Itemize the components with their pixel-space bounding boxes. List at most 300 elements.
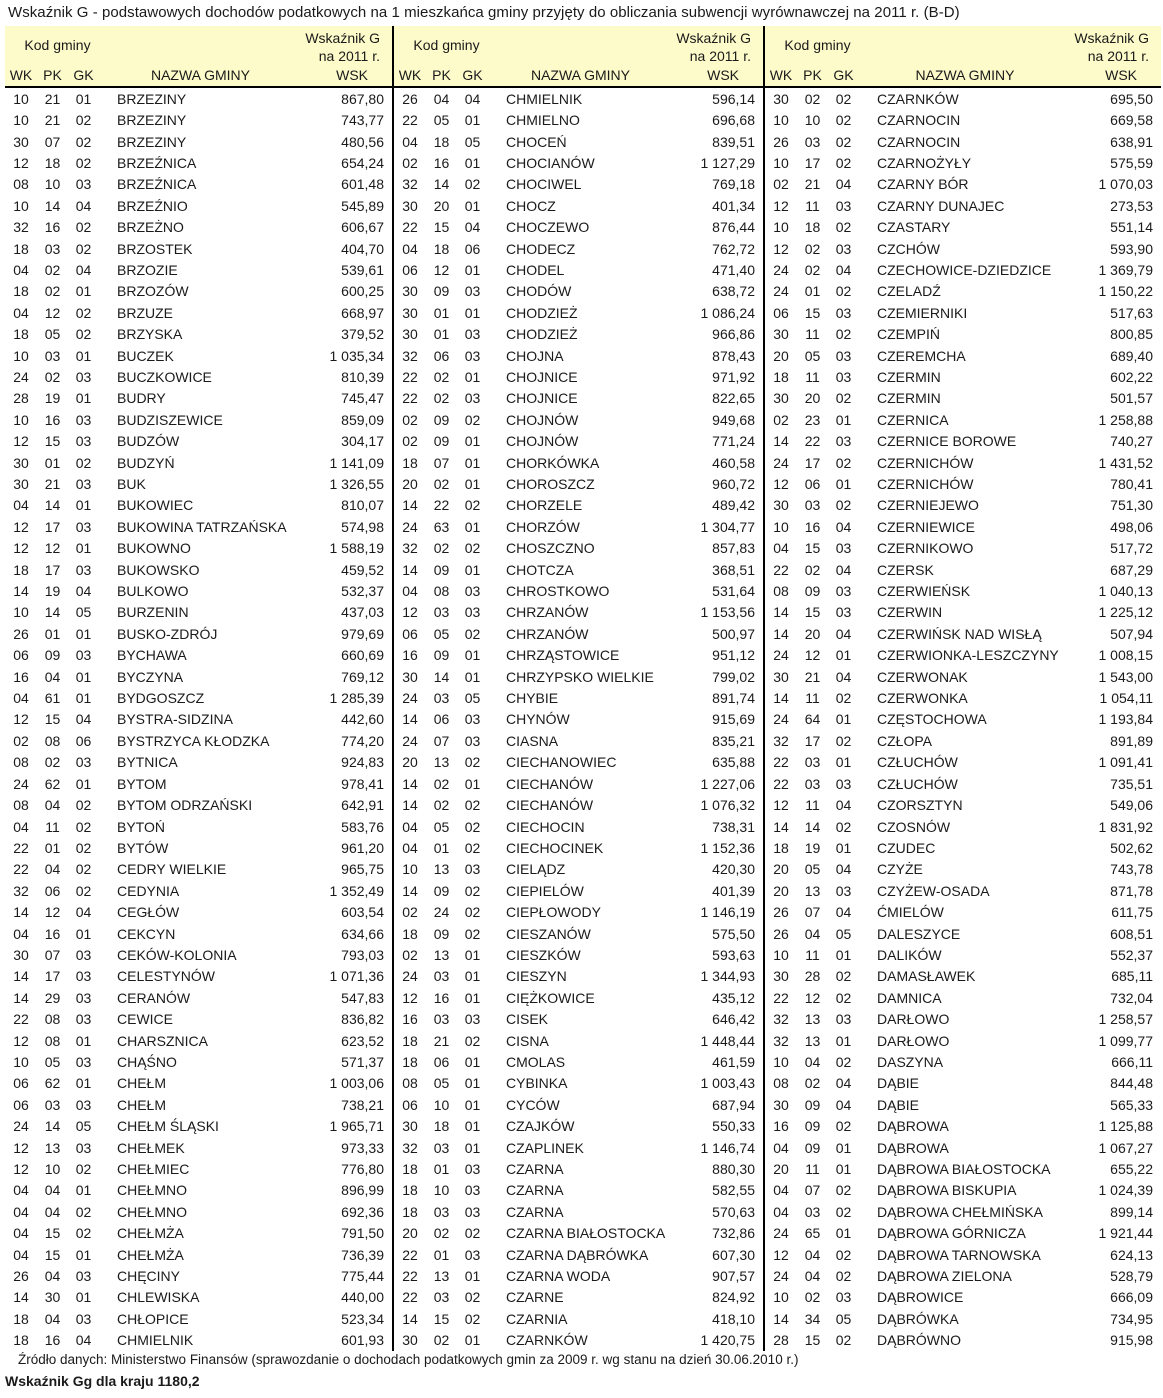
cell-wk: 18 [402, 1182, 418, 1199]
cell-wk: 12 [773, 240, 789, 257]
cell-wk: 04 [13, 1225, 29, 1242]
cell-wk: 18 [402, 1032, 418, 1049]
table-row [5, 88, 392, 109]
cell-pk: 12 [44, 540, 61, 557]
cell-pk: 05 [44, 326, 61, 343]
cell-wsk: 960,72 [712, 476, 755, 493]
table-row [765, 409, 1161, 430]
cell-pk: 21 [44, 90, 61, 107]
cell-gk: 01 [835, 476, 852, 493]
header-wsk: WSK [707, 67, 739, 83]
cell-nazwa-gminy: CZEREMCHA [877, 347, 966, 364]
cell-nazwa-gminy: BUDZISZEWICE [117, 411, 223, 428]
table-row [394, 195, 763, 216]
cell-pk: 15 [804, 304, 821, 321]
cell-wsk: 907,57 [712, 1268, 755, 1285]
cell-nazwa-gminy: BRZEZINY [117, 112, 187, 129]
cell-wsk: 736,39 [341, 1246, 384, 1263]
table-row [765, 1265, 1161, 1286]
table-row [394, 259, 763, 280]
header-kod-gminy: Kod gminy [413, 37, 480, 53]
table-row [5, 473, 392, 494]
table-row [765, 752, 1161, 773]
cell-wsk: 1 071,36 [329, 968, 384, 985]
cell-nazwa-gminy: CIECHOCIN [506, 818, 585, 835]
table-row [394, 88, 763, 109]
cell-pk: 04 [44, 1268, 61, 1285]
cell-pk: 11 [805, 368, 820, 385]
cell-gk: 01 [464, 304, 481, 321]
cell-pk: 03 [804, 754, 821, 771]
cell-nazwa-gminy: CZŁUCHÓW [877, 754, 958, 771]
cell-pk: 03 [433, 1139, 450, 1156]
cell-nazwa-gminy: BUSKO-ZDRÓJ [117, 625, 218, 642]
cell-nazwa-gminy: CHODZIEŻ [506, 326, 578, 343]
cell-gk: 02 [835, 818, 852, 835]
cell-wsk: 810,39 [341, 368, 384, 385]
table-row [5, 345, 392, 366]
table-row [394, 923, 763, 944]
cell-nazwa-gminy: BUKOWNO [117, 540, 191, 557]
cell-wsk: 949,68 [712, 411, 755, 428]
cell-pk: 03 [804, 133, 821, 150]
cell-pk: 21 [804, 668, 821, 685]
cell-gk: 03 [835, 604, 852, 621]
cell-nazwa-gminy: CZAPLINEK [506, 1139, 584, 1156]
cell-gk: 03 [835, 197, 852, 214]
cell-wk: 06 [402, 1096, 418, 1113]
cell-wsk: 1 146,74 [700, 1139, 755, 1156]
cell-wk: 04 [13, 925, 29, 942]
cell-nazwa-gminy: CIASNA [506, 732, 559, 749]
cell-wk: 02 [402, 154, 418, 171]
cell-pk: 14 [44, 197, 61, 214]
cell-gk: 01 [464, 775, 481, 792]
cell-gk: 02 [75, 1161, 92, 1178]
table-row [765, 1094, 1161, 1115]
cell-gk: 01 [75, 1182, 92, 1199]
cell-gk: 03 [835, 583, 852, 600]
cell-gk: 03 [75, 411, 92, 428]
cell-wsk: 951,12 [712, 647, 755, 664]
cell-gk: 03 [835, 347, 852, 364]
cell-wk: 14 [773, 625, 789, 642]
table-row [765, 966, 1161, 987]
cell-gk: 03 [464, 1246, 481, 1263]
cell-wk: 22 [13, 861, 29, 878]
table-row [5, 966, 392, 987]
cell-wk: 04 [773, 1139, 789, 1156]
cell-nazwa-gminy: CHRZYPSKO WIELKIE [506, 668, 654, 685]
cell-gk: 01 [75, 497, 92, 514]
header-wskaznik-line2: na 2011 r. [318, 48, 380, 64]
cell-gk: 01 [835, 754, 852, 771]
cell-pk: 64 [804, 711, 821, 728]
cell-wk: 14 [402, 497, 418, 514]
cell-gk: 03 [75, 1053, 92, 1070]
cell-nazwa-gminy: CELESTYNÓW [117, 968, 216, 985]
cell-nazwa-gminy: BUK [117, 476, 146, 493]
cell-wk: 08 [13, 797, 29, 814]
cell-pk: 05 [433, 818, 450, 835]
cell-gk: 02 [464, 754, 481, 771]
cell-wk: 24 [402, 690, 418, 707]
cell-wk: 10 [773, 219, 789, 236]
cell-wk: 32 [13, 882, 29, 899]
cell-pk: 13 [44, 1139, 61, 1156]
table-row [765, 580, 1161, 601]
cell-gk: 01 [835, 839, 852, 856]
cell-gk: 06 [464, 240, 481, 257]
cell-pk: 06 [804, 476, 821, 493]
cell-gk: 05 [75, 1118, 92, 1135]
table-row [394, 473, 763, 494]
cell-gk: 01 [464, 197, 481, 214]
cell-pk: 16 [44, 925, 61, 942]
cell-nazwa-gminy: CMOLAS [506, 1053, 566, 1070]
cell-wk: 22 [402, 390, 418, 407]
cell-nazwa-gminy: DAMASŁAWEK [877, 968, 976, 985]
cell-wk: 12 [402, 989, 418, 1006]
cell-pk: 02 [44, 368, 61, 385]
table-header [394, 26, 763, 88]
cell-gk: 01 [75, 347, 92, 364]
cell-gk: 02 [835, 989, 852, 1006]
cell-wk: 10 [773, 946, 789, 963]
table-row [394, 901, 763, 922]
cell-nazwa-gminy: DALIKÓW [877, 946, 942, 963]
cell-nazwa-gminy: CIELĄDZ [506, 861, 566, 878]
cell-gk: 01 [464, 154, 481, 171]
cell-wsk: 596,14 [712, 90, 755, 107]
cell-wsk: 740,27 [1110, 433, 1153, 450]
cell-pk: 13 [804, 1011, 821, 1028]
cell-wsk: 593,63 [712, 946, 755, 963]
cell-nazwa-gminy: BRZEŹNICA [117, 176, 197, 193]
table-row [765, 1287, 1161, 1308]
cell-nazwa-gminy: DĄBROWA TARNOWSKA [877, 1246, 1041, 1263]
table-row [5, 109, 392, 130]
cell-wsk: 668,97 [341, 304, 384, 321]
cell-gk: 04 [835, 668, 852, 685]
cell-pk: 10 [44, 1161, 61, 1178]
header-pk: PK [432, 67, 451, 83]
cell-wsk: 273,53 [1110, 197, 1153, 214]
cell-wk: 10 [13, 604, 29, 621]
national-indicator: Wskaźnik Gg dla kraju 1180,2 [5, 1373, 200, 1389]
cell-wk: 20 [773, 1161, 789, 1178]
cell-nazwa-gminy: CHRZANÓW [506, 604, 589, 621]
cell-nazwa-gminy: CZARNKÓW [506, 1332, 588, 1349]
cell-nazwa-gminy: CZASTARY [877, 219, 951, 236]
cell-wk: 30 [773, 497, 789, 514]
cell-nazwa-gminy: DĄBRÓWNO [877, 1332, 961, 1349]
table-row [765, 1223, 1161, 1244]
cell-wsk: 655,22 [1110, 1161, 1153, 1178]
cell-wk: 22 [773, 775, 789, 792]
table-row [765, 880, 1161, 901]
cell-wk: 16 [402, 647, 418, 664]
table-row [5, 794, 392, 815]
table-row [5, 1223, 392, 1244]
cell-nazwa-gminy: CHMIELNIK [117, 1332, 194, 1349]
cell-pk: 03 [804, 775, 821, 792]
cell-wsk: 1 965,71 [329, 1118, 384, 1135]
cell-wsk: 623,52 [341, 1032, 384, 1049]
header-wk: WK [769, 67, 793, 83]
table-row [394, 152, 763, 173]
cell-gk: 01 [75, 1246, 92, 1263]
cell-pk: 22 [804, 433, 821, 450]
table-row [5, 152, 392, 173]
cell-pk: 04 [44, 797, 61, 814]
cell-nazwa-gminy: CHORZÓW [506, 518, 580, 535]
cell-gk: 02 [835, 1203, 852, 1220]
cell-wk: 30 [402, 1332, 418, 1349]
cell-wsk: 687,94 [712, 1096, 755, 1113]
cell-pk: 02 [804, 1075, 821, 1092]
cell-wsk: 646,42 [712, 1011, 755, 1028]
cell-nazwa-gminy: CHRZANÓW [506, 625, 589, 642]
cell-pk: 02 [433, 797, 450, 814]
cell-wsk: 401,34 [712, 197, 755, 214]
cell-wk: 06 [13, 1096, 29, 1113]
cell-pk: 01 [44, 839, 61, 856]
cell-wsk: 780,41 [1110, 476, 1153, 493]
header-wk: WK [9, 67, 33, 83]
cell-gk: 03 [75, 754, 92, 771]
cell-wk: 22 [773, 989, 789, 1006]
cell-nazwa-gminy: CHOCZEWO [506, 219, 590, 236]
cell-pk: 08 [433, 583, 450, 600]
cell-wk: 18 [402, 925, 418, 942]
table-row [5, 752, 392, 773]
cell-nazwa-gminy: CZUDEC [877, 839, 936, 856]
cell-wsk: 1 448,44 [700, 1032, 755, 1049]
cell-nazwa-gminy: BUDZÓW [117, 433, 180, 450]
cell-gk: 01 [835, 1032, 852, 1049]
table-row [5, 645, 392, 666]
cell-wsk: 401,39 [712, 882, 755, 899]
table-row [765, 987, 1161, 1008]
cell-nazwa-gminy: CEDRY WIELKIE [117, 861, 227, 878]
cell-nazwa-gminy: CZERSK [877, 561, 934, 578]
cell-pk: 13 [433, 1268, 450, 1285]
table-row [765, 816, 1161, 837]
cell-wk: 22 [402, 368, 418, 385]
cell-wk: 18 [402, 1053, 418, 1070]
cell-nazwa-gminy: BUCZEK [117, 347, 174, 364]
cell-nazwa-gminy: CEDYNIA [117, 882, 180, 899]
cell-nazwa-gminy: CEGŁÓW [117, 904, 180, 921]
cell-nazwa-gminy: CHOCZ [506, 197, 556, 214]
cell-nazwa-gminy: BURZENIN [117, 604, 189, 621]
cell-gk: 02 [464, 411, 481, 428]
table-row [394, 302, 763, 323]
cell-wsk: 502,62 [1110, 839, 1153, 856]
cell-wsk: 867,80 [341, 90, 384, 107]
cell-gk: 03 [464, 1182, 481, 1199]
cell-nazwa-gminy: BRZUZE [117, 304, 173, 321]
cell-wsk: 692,36 [341, 1203, 384, 1220]
cell-wk: 04 [13, 690, 29, 707]
cell-pk: 15 [433, 219, 450, 236]
cell-pk: 01 [433, 326, 450, 343]
table-row [5, 602, 392, 623]
cell-wk: 24 [402, 518, 418, 535]
cell-pk: 19 [44, 390, 61, 407]
table-row [394, 1073, 763, 1094]
table-row [394, 323, 763, 344]
table-row [765, 1308, 1161, 1329]
cell-pk: 23 [804, 411, 821, 428]
table-row [5, 1244, 392, 1265]
table-row [5, 623, 392, 644]
cell-wsk: 839,51 [712, 133, 755, 150]
cell-nazwa-gminy: DĄBROWA [877, 1139, 949, 1156]
header-wskaznik-line1: Wskaźnik G [676, 30, 751, 46]
cell-wsk: 810,07 [341, 497, 384, 514]
cell-gk: 04 [835, 861, 852, 878]
cell-wsk: 979,69 [341, 625, 384, 642]
cell-pk: 20 [433, 197, 450, 214]
cell-nazwa-gminy: DĄBROWA ZIELONA [877, 1268, 1012, 1285]
table-row [5, 559, 392, 580]
cell-pk: 01 [804, 283, 821, 300]
cell-wsk: 460,58 [712, 454, 755, 471]
cell-pk: 21 [44, 112, 61, 129]
cell-pk: 19 [44, 583, 61, 600]
cell-nazwa-gminy: CZERNIEJEWO [877, 497, 979, 514]
cell-nazwa-gminy: DĄBROWICE [877, 1289, 964, 1306]
cell-wsk: 965,75 [341, 861, 384, 878]
table-row [394, 687, 763, 708]
table-rows [765, 88, 1161, 1351]
table-row [765, 131, 1161, 152]
cell-wk: 30 [13, 476, 29, 493]
cell-nazwa-gminy: DĄBIE [877, 1096, 920, 1113]
cell-gk: 03 [835, 882, 852, 899]
cell-gk: 04 [75, 711, 92, 728]
cell-wk: 12 [13, 1161, 29, 1178]
cell-gk: 01 [75, 283, 92, 300]
table-row [5, 323, 392, 344]
cell-gk: 01 [75, 690, 92, 707]
cell-wk: 04 [13, 261, 29, 278]
cell-wsk: 971,92 [712, 368, 755, 385]
header-kod-gminy: Kod gminy [24, 37, 91, 53]
cell-pk: 09 [433, 882, 450, 899]
tables-container [5, 26, 1161, 1351]
cell-wk: 12 [13, 1032, 29, 1049]
cell-nazwa-gminy: CHEŁMŻA [117, 1225, 184, 1242]
cell-pk: 16 [433, 154, 450, 171]
page-title: Wskaźnik G - podstawowych dochodów podatkowych na 1 mieszkańca gminy przyjęty do obliczania subwencji wyrównawczej na 2011 r. (B-D) [8, 4, 960, 21]
cell-nazwa-gminy: CZERWIONKA-LESZCZYNY [877, 647, 1059, 664]
cell-wk: 04 [773, 1182, 789, 1199]
cell-nazwa-gminy: CZORSZTYN [877, 797, 963, 814]
cell-gk: 01 [75, 775, 92, 792]
cell-pk: 03 [804, 497, 821, 514]
cell-gk: 01 [75, 540, 92, 557]
cell-wsk: 738,21 [341, 1096, 384, 1113]
table-row [394, 730, 763, 751]
cell-gk: 01 [464, 454, 481, 471]
cell-wsk: 528,79 [1110, 1268, 1153, 1285]
cell-wk: 20 [402, 754, 418, 771]
cell-gk: 02 [464, 1289, 481, 1306]
cell-pk: 07 [44, 133, 61, 150]
cell-pk: 05 [804, 347, 821, 364]
cell-gk: 03 [835, 368, 852, 385]
cell-gk: 03 [835, 775, 852, 792]
cell-wsk: 442,60 [341, 711, 384, 728]
cell-wk: 10 [773, 154, 789, 171]
cell-gk: 01 [75, 1289, 92, 1306]
cell-gk: 03 [464, 347, 481, 364]
cell-pk: 02 [433, 775, 450, 792]
table-row [394, 580, 763, 601]
cell-nazwa-gminy: CIECHANOWIEC [506, 754, 617, 771]
cell-nazwa-gminy: CZERWIEŃSK [877, 583, 971, 600]
cell-wsk: 915,69 [712, 711, 755, 728]
table-row [394, 1244, 763, 1265]
table-row [394, 131, 763, 152]
cell-wk: 30 [13, 946, 29, 963]
cell-nazwa-gminy: CIEPIELÓW [506, 882, 584, 899]
cell-nazwa-gminy: DAMNICA [877, 989, 942, 1006]
cell-gk: 02 [835, 1268, 852, 1285]
cell-gk: 03 [835, 304, 852, 321]
table-row [5, 1116, 392, 1137]
cell-wk: 18 [13, 326, 29, 343]
table-row [394, 559, 763, 580]
cell-wk: 02 [13, 732, 29, 749]
cell-wk: 32 [402, 1139, 418, 1156]
cell-wsk: 1 225,12 [1098, 604, 1153, 621]
cell-pk: 17 [44, 518, 61, 535]
cell-wsk: 1 258,88 [1098, 411, 1153, 428]
cell-wsk: 531,64 [712, 583, 755, 600]
cell-nazwa-gminy: DĄBROWA BISKUPIA [877, 1182, 1017, 1199]
cell-pk: 15 [44, 711, 61, 728]
cell-nazwa-gminy: BUDZYŃ [117, 454, 175, 471]
cell-wk: 24 [773, 647, 789, 664]
cell-wk: 24 [773, 283, 789, 300]
cell-gk: 03 [835, 1289, 852, 1306]
cell-wsk: 1 150,22 [1098, 283, 1153, 300]
cell-pk: 02 [804, 90, 821, 107]
cell-pk: 04 [804, 925, 821, 942]
cell-wsk: 635,88 [712, 754, 755, 771]
table-row [394, 1223, 763, 1244]
table-row [765, 345, 1161, 366]
cell-wsk: 1 344,93 [700, 968, 755, 985]
cell-nazwa-gminy: CHODECZ [506, 240, 576, 257]
cell-nazwa-gminy: CZOSNÓW [877, 818, 951, 835]
cell-wk: 14 [773, 604, 789, 621]
cell-pk: 10 [44, 176, 61, 193]
cell-wsk: 539,61 [341, 261, 384, 278]
table-row [394, 216, 763, 237]
cell-wsk: 1 326,55 [329, 476, 384, 493]
table-row [5, 516, 392, 537]
cell-wk: 20 [402, 1225, 418, 1242]
table-row [5, 1073, 392, 1094]
cell-nazwa-gminy: CIECHANÓW [506, 797, 594, 814]
cell-wsk: 1 127,29 [700, 154, 755, 171]
table-row [5, 837, 392, 858]
